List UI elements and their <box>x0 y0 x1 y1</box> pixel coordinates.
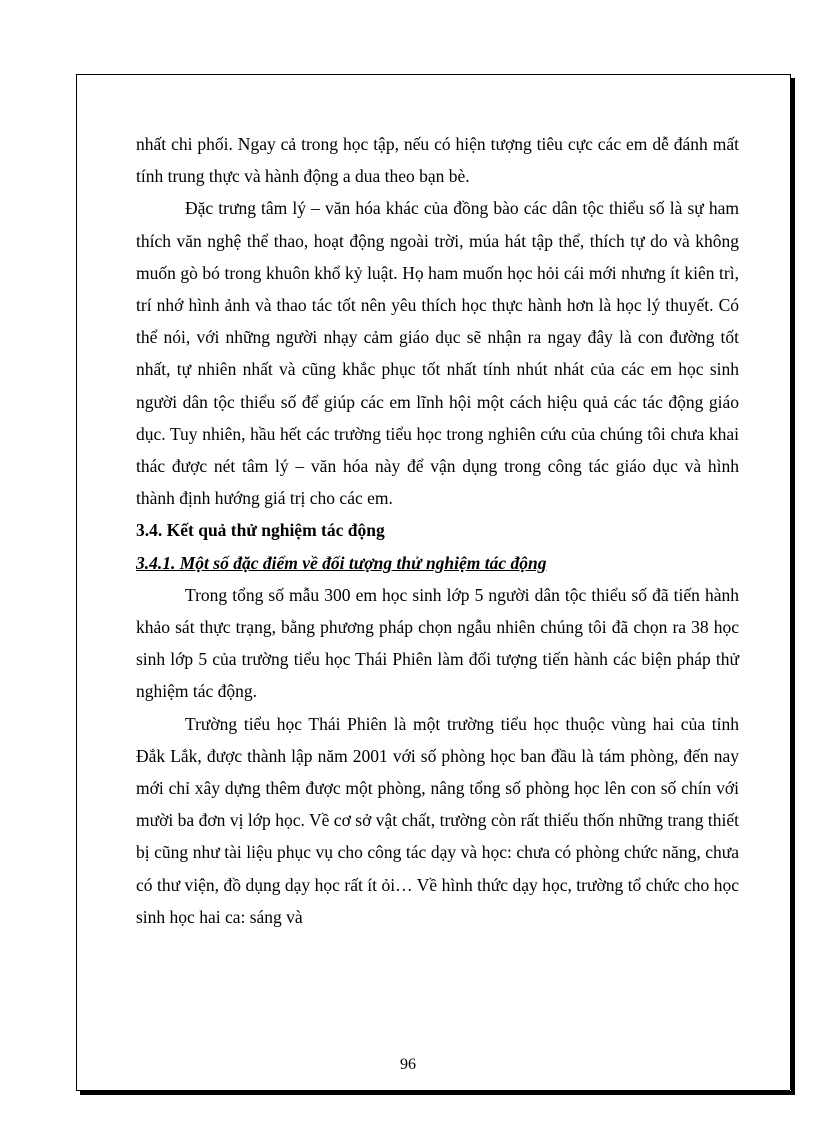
page-shadow-bottom <box>80 1091 795 1095</box>
page-number: 96 <box>400 1056 416 1073</box>
page-border-top <box>76 74 790 75</box>
page-border-left <box>76 74 77 1090</box>
subsection-heading: 3.4.1. Một số đặc điểm về đối tượng thử nghiệm tác động <box>136 552 547 573</box>
paragraph-continuation: nhất chi phối. Ngay cả trong học tập, nếu có hiện tượng tiêu cực các em dễ đánh mất tính trung thực và hành động a dua theo bạn bè. <box>136 134 739 187</box>
document-body <box>136 128 739 933</box>
paragraph-cultural-traits: Đặc trưng tâm lý – văn hóa khác của đồng bào các dân tộc thiểu số là sự ham thích văn nghệ thể thao, hoạt động ngoài trời, múa hát tập thể, thích tự do và không muốn gò bó trong khuôn khổ kỷ luật. Họ ham muốn học hỏi cái mới nhưng ít kiên trì, trí nhớ hình ảnh và thao tác tốt nên yêu thích học thực hành hơn là học lý thuyết. Có thể nói, với những người nhạy cảm giáo dục sẽ nhận ra ngay đây là con đường tốt nhất, tự nhiên nhất và cũng khắc phục tốt nhất tính nhút nhát của các em học sinh người dân tộc thiểu số để giúp các em lĩnh hội một cách hiệu quả các tác động giáo dục. Tuy nhiên, hầu hết các trường tiểu học trong nghiên cứu của chúng tôi chưa khai thác được nét tâm lý – văn hóa này để vận dụng trong công tác giáo dục và hình thành định hướng giá trị cho các em. <box>136 198 739 509</box>
page-shadow-right <box>791 78 795 1094</box>
paragraph-sample: Trong tổng số mẫu 300 em học sinh lớp 5 người dân tộc thiểu số đã tiến hành khảo sát thực trạng, bằng phương pháp chọn ngẫu nhiên chúng tôi đã chọn ra 38 học sinh lớp 5 của trường tiểu học Thái Phiên làm đối tượng tiến hành các biện pháp thử nghiệm tác động. <box>136 584 739 702</box>
paragraph-school: Trường tiểu học Thái Phiên là một trường tiểu học thuộc vùng hai của tỉnh Đắk Lắk, được thành lập năm 2001 với số phòng học ban đầu là tám phòng, đến nay mới chỉ xây dựng thêm được một phòng, nâng tổng số phòng học lên con số chín với mười ba đơn vị lớp học. Về cơ sở vật chất, trường còn rất thiếu thốn những trang thiết bị cũng như tài liệu phục vụ cho công tác dạy và học: chưa có phòng chức năng, chưa có thư viện, đồ dụng dạy học rất ít ỏi… Về hình thức dạy học, trường tổ chức cho học sinh học hai ca: sáng và <box>136 713 739 927</box>
section-heading: 3.4. Kết quả thử nghiệm tác động <box>136 520 385 541</box>
